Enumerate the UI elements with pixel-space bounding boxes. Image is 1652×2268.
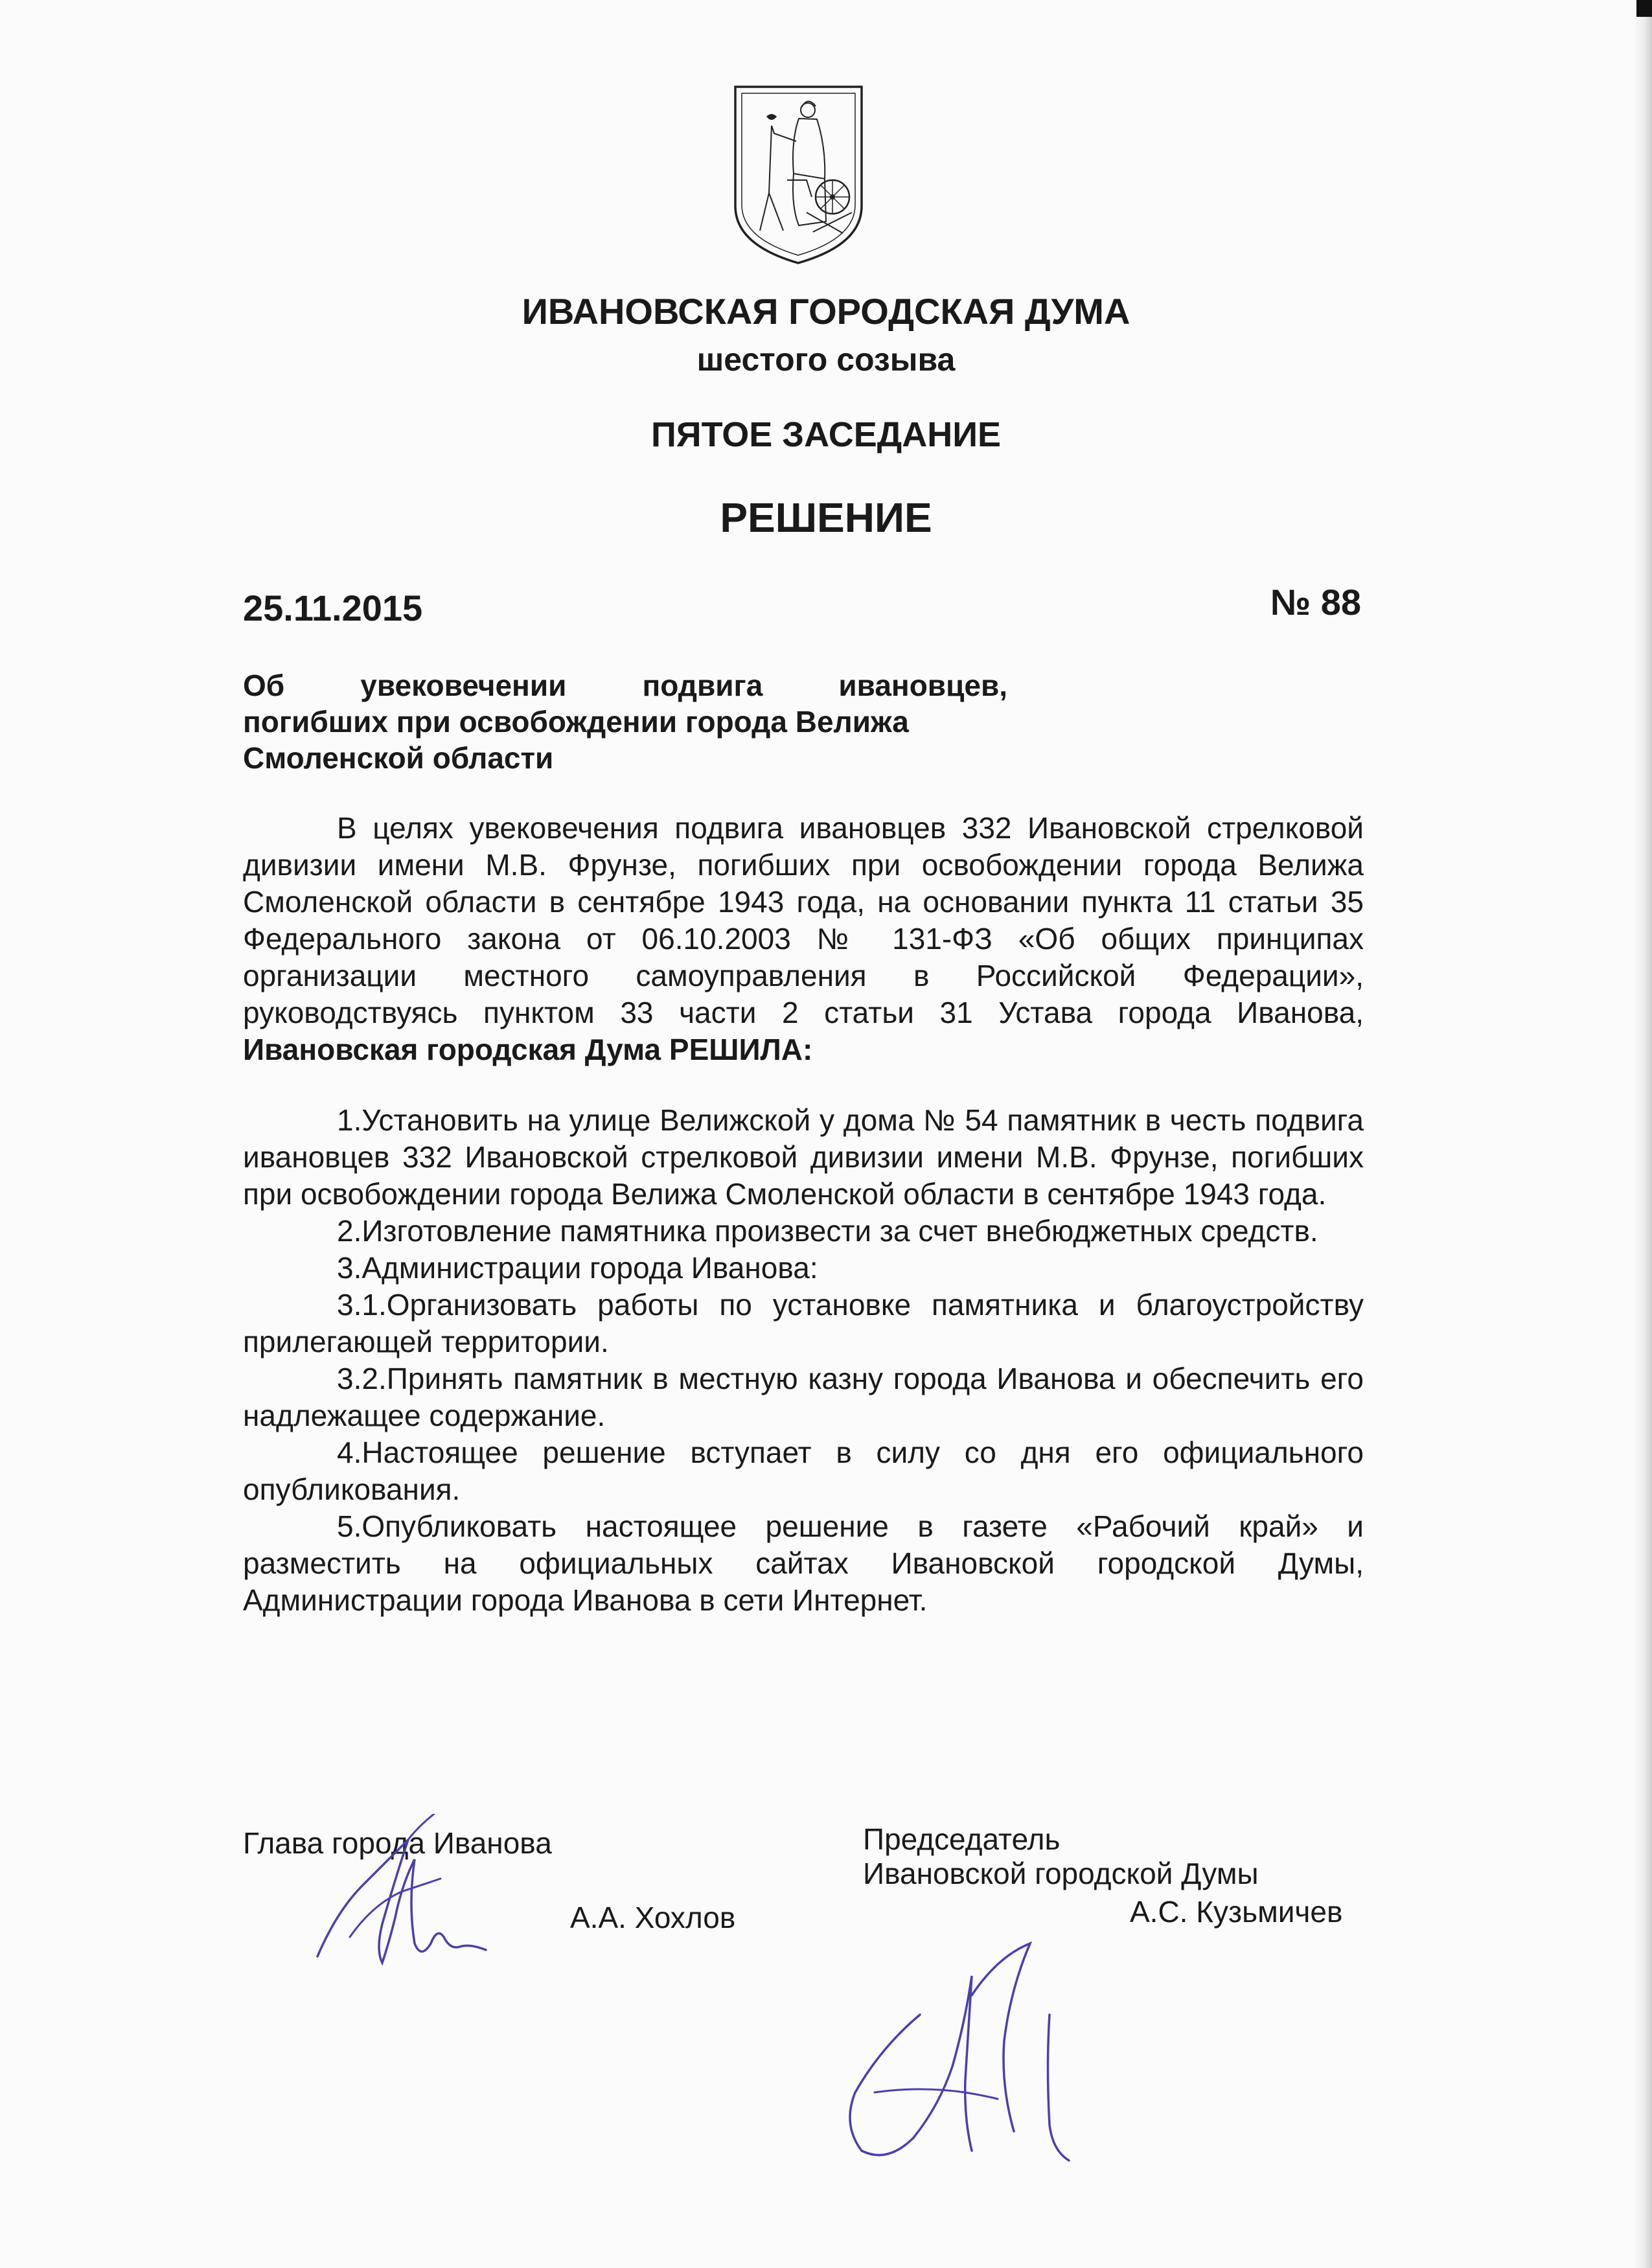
decision-item-2: 2.Изготовление памятника произвести за счет внебюджетных средств.	[337, 1214, 1318, 1248]
mayor-signature	[311, 1814, 492, 1982]
chairman-title-line-1: Председатель	[863, 1822, 1061, 1856]
paragraph-gap	[243, 1068, 1364, 1102]
decision-item-1: 1.Установить на улице Велижской у дома № 54 памятник в честь подвига ивановцев 332 Ивановской стрелковой дивизии имени М.В. Фрунзе, погибших при освобождении города Велижа Смоленской области в сентябре 1943 года.	[243, 1103, 1364, 1211]
decision-body	[243, 810, 1364, 1619]
ivanovo-coat-of-arms-icon	[729, 83, 868, 267]
decision-date: 25.11.2015	[243, 588, 423, 628]
decision-number: № 88	[1270, 582, 1361, 623]
scan-corner-mark	[1636, 0, 1652, 17]
session-title: ПЯТОЕ ЗАСЕДАНИЕ	[650, 415, 1002, 454]
chairman-title-line-2: Ивановской городской Думы	[863, 1857, 1259, 1890]
decision-item-3: 3.Администрации города Иванова:	[337, 1251, 818, 1285]
chairman-signature	[836, 1937, 1082, 2170]
subject-line-1: Об увековечении подвига ивановцев,	[243, 669, 1007, 702]
mayor-title: Глава города Иванова	[243, 1826, 552, 1860]
decision-item-5: 5.Опубликовать настоящее решение в газете «Рабочий край» и разместить на официальных сайтах Ивановской городской Думы, Администрации города Иванова в сети Интернет.	[243, 1509, 1364, 1617]
preamble-paragraph	[243, 810, 1364, 1068]
organization-title: ИВАНОВСКАЯ ГОРОДСКАЯ ДУМА	[522, 291, 1130, 332]
decision-item-3-2: 3.2.Принять памятник в местную казну города Иванова и обеспечить его надлежащее содержание.	[243, 1362, 1364, 1432]
chairman-name: А.С. Кузьмичев	[1130, 1895, 1343, 1929]
decision-item-3-1: 3.1.Организовать работы по установке памятника и благоустройству прилегающей территории.	[243, 1288, 1364, 1358]
mayor-name: А.А. Хохлов	[570, 1901, 736, 1934]
decision-subject	[243, 667, 1007, 776]
subject-line-3: Смоленской области	[243, 741, 554, 775]
convocation-subtitle: шестого созыва	[696, 341, 956, 378]
decision-item-4: 4.Настоящее решение вступает в силу со дня его официального опубликования.	[243, 1436, 1364, 1506]
resolution-phrase: Ивановская городская Дума РЕШИЛА:	[243, 1033, 813, 1066]
subject-line-2: погибших при освобождении города Велижа	[243, 705, 909, 739]
document-type-title: РЕШЕНИЕ	[720, 494, 932, 541]
preamble-text: В целях увековечения подвига ивановцев 332 Ивановской стрелковой дивизии имени М.В. Фрунзе, погибших при освобождении города Велижа Смоленской области в сентябре 1943 года, на основании пункта 11 статьи 35 Федерального закона от 06.10.2003 № 131-ФЗ «Об общих принципах организации местного самоуправления в Российской Федерации», руководствуясь пунктом 33 части 2 статьи 31 Устава города Иванова,	[243, 811, 1364, 1029]
